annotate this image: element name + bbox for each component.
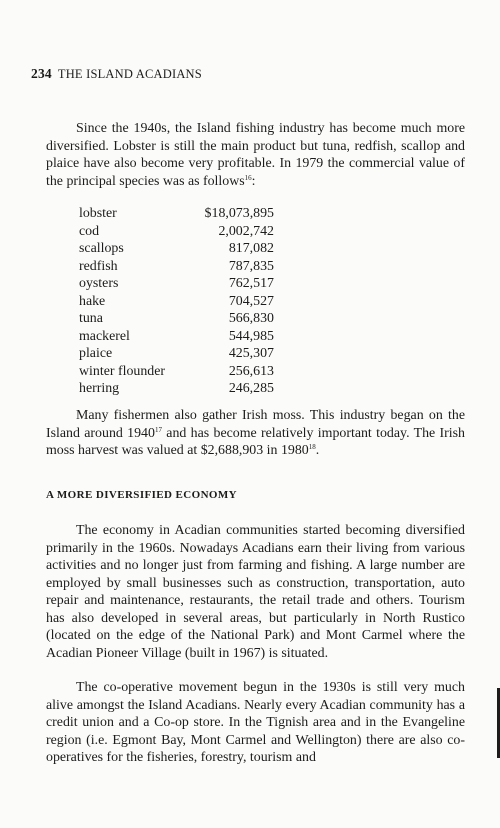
running-header [31,66,202,82]
species-value: 544,985 [228,328,274,344]
species-value: 2,002,742 [218,223,274,239]
footnote-ref: 16 [244,173,252,182]
species-value: 762,517 [228,276,274,292]
table-row [79,293,274,311]
species-value: 704,527 [228,293,274,309]
species-value: 256,613 [228,363,274,379]
paragraph-fishing-industry: Since the 1940s, the Island fishing industry has become much more diversified. Lobster is still the main product but tuna, redfish, scallop and plaice have also become very profitable. In 1979 the commercial value of the principal species was as follows$^{16}$: [46,121,465,189]
table-row [79,258,274,276]
table-row [79,205,274,223]
species-name: lobster [79,206,117,221]
species-value: 246,285 [228,381,274,397]
table-row [79,363,274,381]
species-value: 566,830 [228,311,274,327]
species-value: $18,073,895 [204,206,274,221]
species-value-table [79,205,274,398]
table-row [79,328,274,346]
species-name: mackerel [79,328,130,344]
species-value: 787,835 [228,258,274,274]
species-name: redfish [79,258,118,274]
paragraph-economy [46,522,465,662]
species-name: oysters [79,276,119,292]
footnote-ref: 18 [308,443,316,451]
species-value: 425,307 [228,346,274,362]
table-row [79,380,274,398]
species-name: plaice [79,346,113,362]
species-value: 817,082 [228,241,274,257]
footnote-ref: 17 [154,425,162,434]
species-name: scallops [79,241,124,257]
paragraph-text: Many fishermen also gather Irish moss. This industry began on the Island around 1940 [46,408,465,441]
species-name: hake [79,293,106,309]
running-title: THE ISLAND ACADIANS [57,67,202,81]
paragraph-text: The co-operative movement begun in the 1930s is still very much alive amongst the Island Acadians. Nearly every Acadian community has a credit union and a Co-op store. In the Tignish area and in the Evangeline region (i.e. Egmont Bay, Mont Carmel and Wellington) there are also co-operatives for the fisheries, forestry, tourism and [46,680,465,765]
paragraph-text: The economy in Acadian communities started becoming diversified primarily in the 1960s. Nowadays Acadians earn their living from various activities and no longer just from farming and fishing. A large number are employed by small businesses such as construction, transportation, auto repair and maintenance, restaurants, the retail trade and others. Tourism has also developed in several areas, but particularly in North Rustico (located on the edge of the National Park) and Mont Carmel where the Acadian Pioneer Village (built in 1967) is situated. [46,523,465,661]
section-heading: A MORE DIVERSIFIED ECONOMY [46,489,237,501]
table-row [79,345,274,363]
paragraph-cooperatives [46,679,465,767]
page-number: 234 [31,66,52,81]
table-row [79,223,274,241]
table-row [79,275,274,293]
paragraph-irish-moss: Many fishermen also gather Irish moss. This industry began on the Island around 1940$^{17}$ and has become relatively important today. The Irish moss harvest was valued at $2,688,903 in 1980$^{18}$. [46,408,465,458]
table-row [79,310,274,328]
paragraph-text: Since the 1940s, the Island fishing industry has become much more diversified. Lobster is still the main product but tuna, redfish, scallop and plaice have also become very profitable. In 1979 the commercial value of the principal species was as follows [46,121,465,189]
table-row [79,240,274,258]
species-name: winter flounder [79,363,166,379]
species-name: cod [79,223,100,239]
species-name: tuna [79,311,103,327]
species-name: herring [79,381,120,397]
